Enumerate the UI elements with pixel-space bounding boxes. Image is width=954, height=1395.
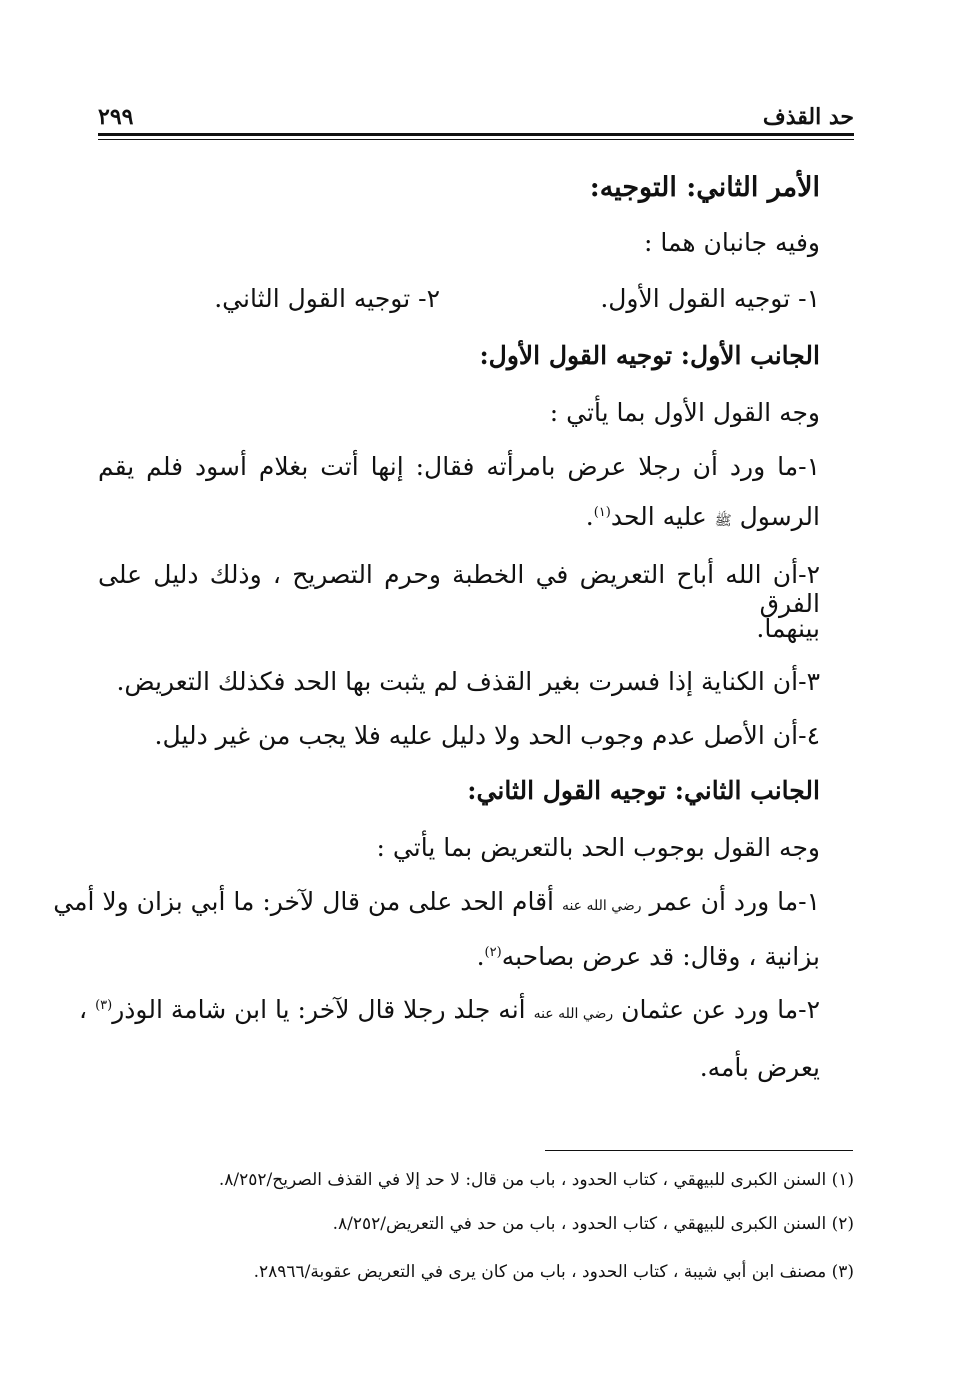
footnote-2: (٢) السنن الكبرى للبيهقي ، كتاب الحدود ، باب من حد في التعريض/٨/٢٥٢. (332, 1214, 854, 1234)
subheading-side-one: الجانب الأول: توجيه القول الأول: (479, 341, 820, 370)
text-fragment: أقام الحد على من قال لآخر: ما أبي بزان ولا أمي (53, 887, 554, 916)
header-rule-thick (98, 133, 854, 136)
running-header (98, 96, 854, 130)
paragraph-side-two-intro: وجه القول بوجوب الحد بالتعريض بما يأتي : (376, 833, 820, 862)
text-fragment: . (476, 942, 485, 971)
paragraph-evidence-1-line2 (98, 502, 820, 532)
list-item-1: ١- توجيه القول الأول. (600, 284, 820, 313)
footnote-ref-1: (١) (593, 505, 611, 520)
paragraph-evidence-2-line1: ٢-أن الله أباح التعريض في الخطبة وحرم التصريح ، وذلك دليل على الفرق (98, 560, 820, 618)
running-title: حد القذف (762, 104, 854, 130)
honorific-glyph: رضي الله عنه (561, 898, 642, 914)
paragraph-proof-1-line1 (53, 887, 820, 916)
text-fragment: الرسول (739, 502, 820, 531)
section-heading: الأمر الثاني: التوجيه: (589, 172, 820, 203)
paragraph-proof-1-line2 (98, 942, 820, 971)
header-rule-thin (98, 139, 854, 140)
text-fragment: ٢-ما ورد عن عثمان (621, 995, 820, 1024)
paragraph-evidence-3: ٣-أن الكناية إذا فسرت بغير القذف لم يثبت بها الحد فكذلك التعريض. (116, 667, 820, 696)
footnote-separator (545, 1150, 853, 1151)
page-number: ٢٩٩ (98, 104, 134, 130)
text-fragment: . (585, 502, 594, 531)
paragraph-proof-2-line1 (79, 995, 820, 1024)
honorific-glyph: رضي الله عنه (533, 1006, 614, 1022)
footnote-1: (١) السنن الكبرى للبيهقي ، كتاب الحدود ، باب من قال: لا حد إلا في القذف الصريح/٨/٢٥٢. (218, 1170, 854, 1190)
paragraph-evidence-1-line1: ١-ما ورد أن رجلا عرض بامرأته فقال: إنها أتت بغلام أسود فلم يقم (98, 452, 820, 481)
paragraph-evidence-4: ٤-أن الأصل عدم وجوب الحد ولا دليل عليه فلا يجب من غير دليل. (154, 721, 820, 750)
paragraph-proof-2-line2: يعرض بأمه. (699, 1053, 820, 1082)
text-fragment: عليه الحد (610, 502, 707, 531)
footnote-ref-3: (٣) (95, 998, 113, 1013)
text-fragment: بزانية ، وقال: قد عرض بصاحبه (501, 942, 820, 971)
honorific-glyph: ﷺ (714, 513, 732, 529)
paragraph-side-one-intro: وجه القول الأول بما يأتي : (549, 398, 820, 427)
text-fragment: أنه جلد رجلا قال لآخر: يا ابن شامة الوذر (112, 995, 526, 1024)
paragraph-intro: وفيه جانبان هما : (643, 228, 820, 257)
footnote-ref-2: (٢) (484, 945, 502, 960)
text-fragment: ١-ما ورد أن عمر (649, 887, 820, 916)
footnote-3: (٣) مصنف ابن أبي شيبة ، كتاب الحدود ، باب من كان يرى في التعريض عقوبة/٢٨٩٦٦. (253, 1262, 854, 1282)
paragraph-evidence-2-line2: بينهما. (756, 614, 820, 643)
text-fragment: ، (79, 995, 88, 1024)
list-item-2: ٢- توجيه القول الثاني. (214, 284, 440, 313)
subheading-side-two: الجانب الثاني: توجيه القول الثاني: (467, 776, 820, 805)
